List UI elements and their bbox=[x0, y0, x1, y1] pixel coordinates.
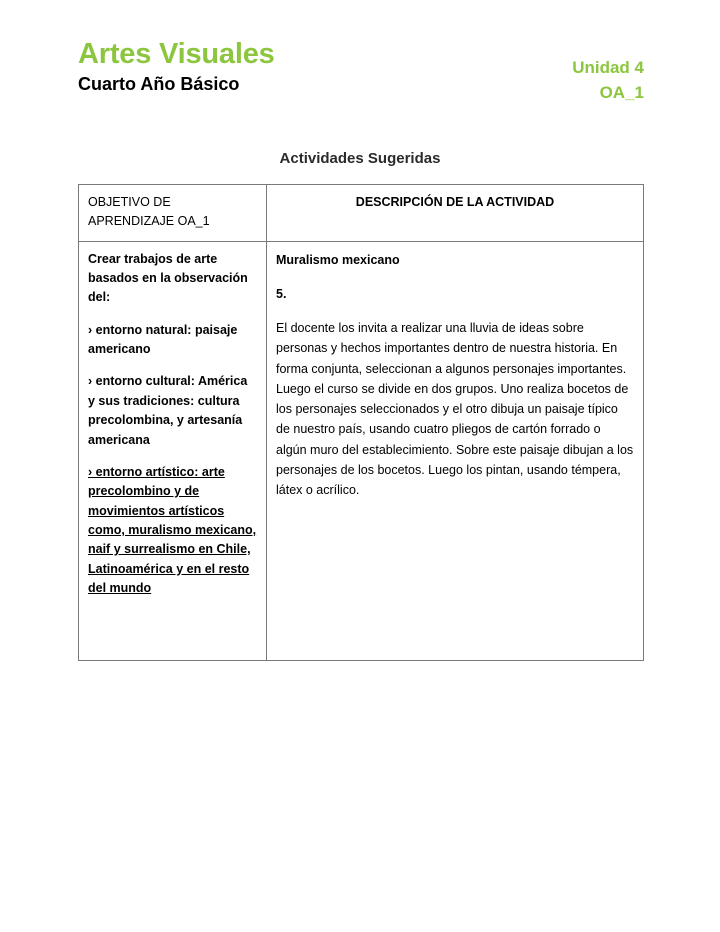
table-header-description: DESCRIPCIÓN DE LA ACTIVIDAD bbox=[267, 185, 644, 242]
activity-number: 5. bbox=[276, 286, 287, 301]
objective-bullet-natural: › entorno natural: paisaje americano bbox=[88, 322, 238, 356]
level-subtitle: Cuarto Año Básico bbox=[78, 74, 240, 95]
objective-intro: Crear trabajos de arte basados en la observación del: bbox=[88, 251, 248, 305]
oa-label: OA_1 bbox=[599, 82, 644, 102]
objective-bullet-artistico: › entorno artístico: arte precolombino y de movimientos artísticos como, muralismo mexicano, naif y surrealismo en Chile, Latinoamérica y en el resto del mundo bbox=[88, 464, 257, 596]
activities-table bbox=[78, 184, 644, 661]
subject-title: Artes Visuales bbox=[78, 38, 275, 70]
document-header bbox=[78, 38, 644, 105]
table-row bbox=[79, 241, 644, 660]
activity-text: El docente los invita a realizar una lluvia de ideas sobre personas y hechos importantes dentro de nuestra historia. En forma conjunta, seleccionan a algunos personajes importantes. Luego el curso se divide en dos grupos. Uno realiza bocetos de los personajes seleccionados y el otro dibuja un paisaje típico de nuestro país, usando cuatro pliegos de cartón forrado o algún muro del establecimiento. Sobre este paisaje dibujan a los personajes de los bocetos. Luego los pintan, usando témpera, látex o acrílico. bbox=[276, 321, 634, 497]
header-right-group bbox=[572, 38, 644, 105]
section-title: Actividades Sugeridas bbox=[279, 150, 441, 167]
table-header-objective: OBJETIVO DE APRENDIZAJE OA_1 bbox=[79, 185, 267, 242]
objective-bullet-cultural: › entorno cultural: América y sus tradiciones: cultura precolombina, y artesanía americana bbox=[88, 374, 248, 447]
objective-cell bbox=[79, 241, 267, 660]
description-cell bbox=[267, 241, 644, 660]
unit-label: Unidad 4 bbox=[572, 58, 644, 77]
table-header-row bbox=[79, 185, 644, 242]
header-left-group bbox=[78, 38, 275, 97]
activity-title: Muralismo mexicano bbox=[276, 252, 400, 267]
